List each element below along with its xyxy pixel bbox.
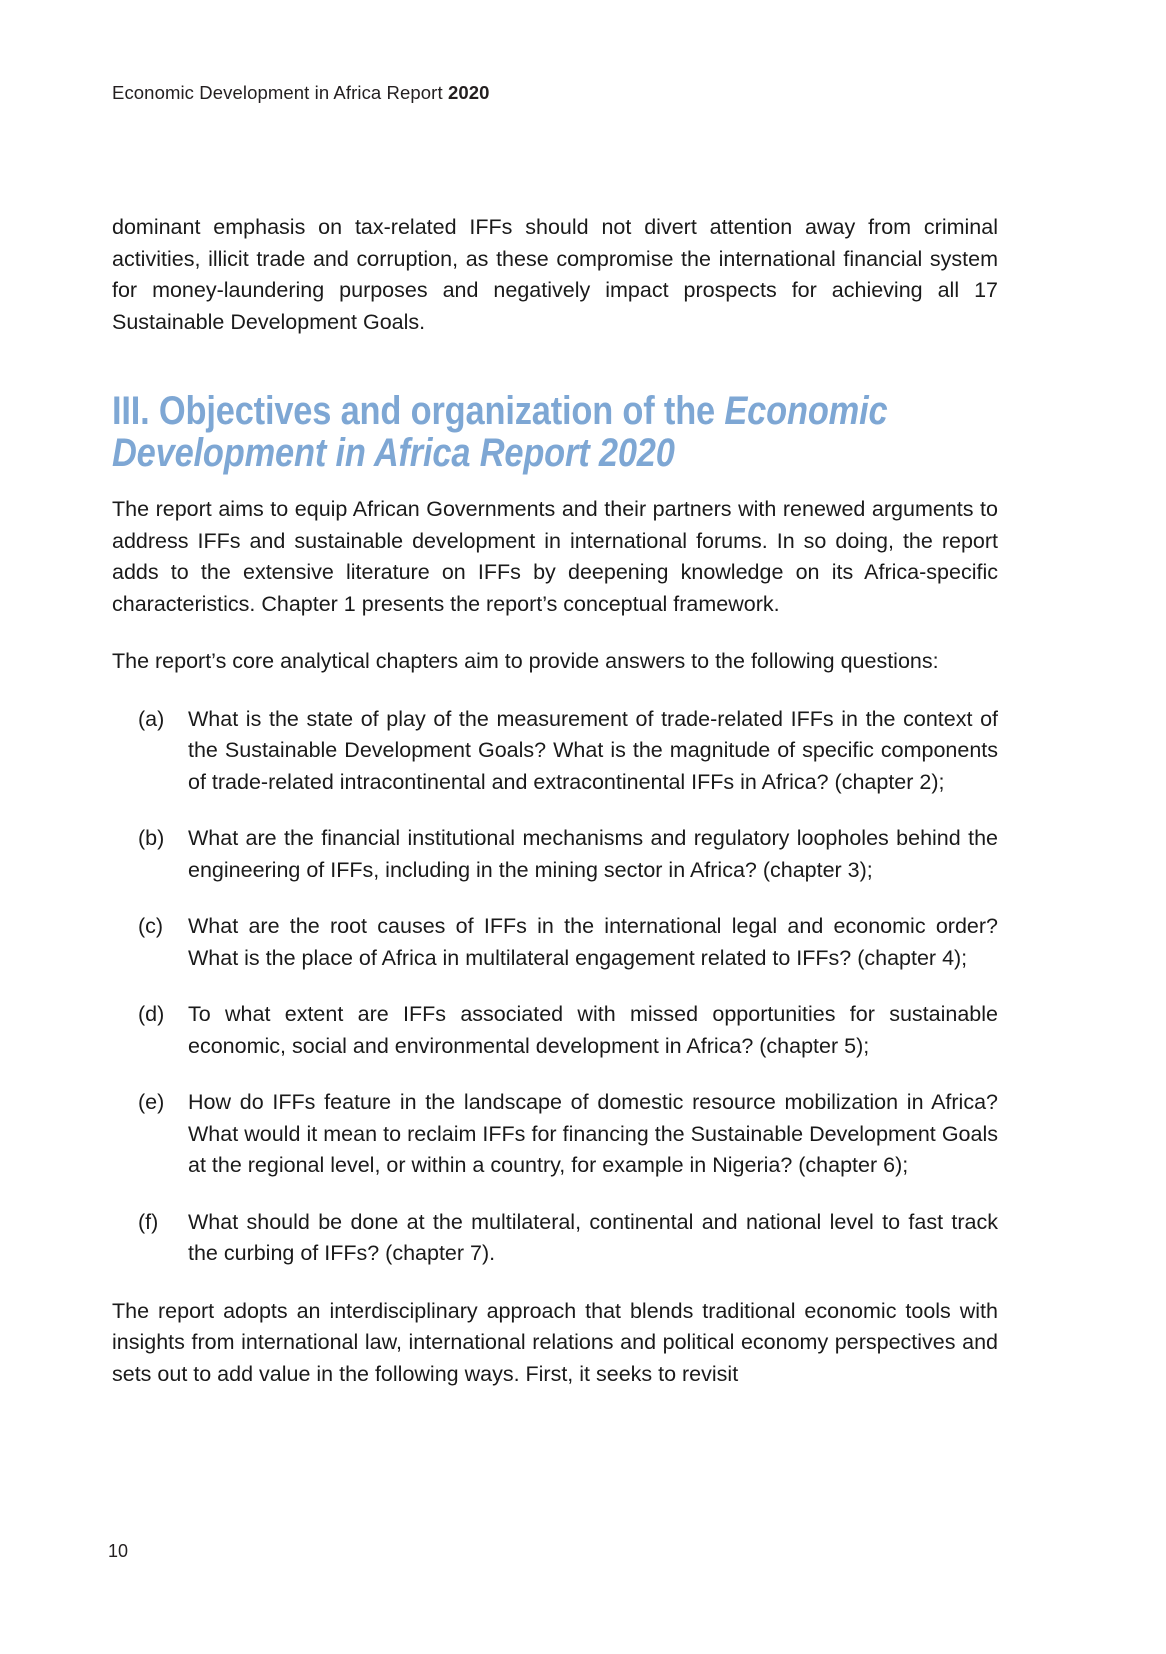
section-heading <box>112 390 996 474</box>
list-item <box>112 1207 998 1270</box>
section-heading-italic-2: Development in Africa Report 2020 <box>112 431 675 475</box>
running-header-title: Economic Development in Africa Report <box>112 82 448 103</box>
list-item-text: What should be done at the multilateral, continental and national level to fast track the curbing of IFFs? (chapter 7). <box>188 1209 998 1265</box>
list-item-text: To what extent are IFFs associated with missed opportunities for sustainable economic, social and environmental development in Africa? (chapter 5); <box>188 1002 998 1058</box>
running-header-year: 2020 <box>447 82 490 103</box>
list-item <box>112 823 998 886</box>
paragraph-report-aims: The report aims to equip African Governments and their partners with renewed arguments to address IFFs and sustainable development in international forums. In so doing, the report adds to the extensive literature on IFFs by deepening knowledge on its Africa-specific characteristics. Chapter 1 presents the report’s conceptual framework. <box>112 497 998 616</box>
page-content <box>112 212 998 1416</box>
list-item <box>112 1087 998 1182</box>
list-item-text: What is the state of play of the measurement of trade-related IFFs in the context of the Sustainable Development Goals? What is the magnitude of specific components of trade-related intracontinental and extracontinental IFFs in Africa? (chapter 2); <box>188 706 998 794</box>
paragraph-interdisciplinary: The report adopts an interdisciplinary approach that blends traditional economic tools with insights from international law, international relations and political economy perspectives and sets out to add value in the following ways. First, it seeks to revisit <box>112 1298 998 1386</box>
list-item-marker: (f) <box>138 1209 159 1234</box>
paragraph-intro: dominant emphasis on tax-related IFFs should not divert attention away from criminal activities, illicit trade and corruption, as these compromise the international financial system for money-laundering purposes and negatively impact prospects for achieving all 17 Sustainable Development Goals. <box>112 215 998 334</box>
paragraph-core-chapters: The report’s core analytical chapters aim to provide answers to the following questions: <box>112 649 939 673</box>
list-item-text: How do IFFs feature in the landscape of domestic resource mobilization in Africa? What would it mean to reclaim IFFs for financing the Sustainable Development Goals at the regional level, or within a country, for example in Nigeria? (chapter 6); <box>188 1090 998 1177</box>
list-item-marker: (b) <box>138 826 165 850</box>
list-item <box>112 911 998 974</box>
page-number: 10 <box>108 1541 129 1561</box>
list-item-marker: (d) <box>138 1002 165 1026</box>
list-item-marker: (c) <box>138 914 164 938</box>
running-header <box>112 82 490 104</box>
list-item-marker: (e) <box>138 1090 165 1114</box>
section-heading-italic-1: Economic <box>724 389 888 433</box>
list-item <box>112 999 998 1062</box>
section-heading-plain: III. Objectives and organization of the <box>112 389 725 433</box>
list-item-marker: (a) <box>138 706 165 731</box>
list-item <box>112 704 998 799</box>
list-item-text: What are the financial institutional mechanisms and regulatory loopholes behind the engineering of IFFs, including in the mining sector in Africa? (chapter 3); <box>188 826 998 882</box>
list-item-text: What are the root causes of IFFs in the international legal and economic order? What is the place of Africa in multilateral engagement related to IFFs? (chapter 4); <box>188 914 998 970</box>
questions-list <box>112 704 998 1270</box>
